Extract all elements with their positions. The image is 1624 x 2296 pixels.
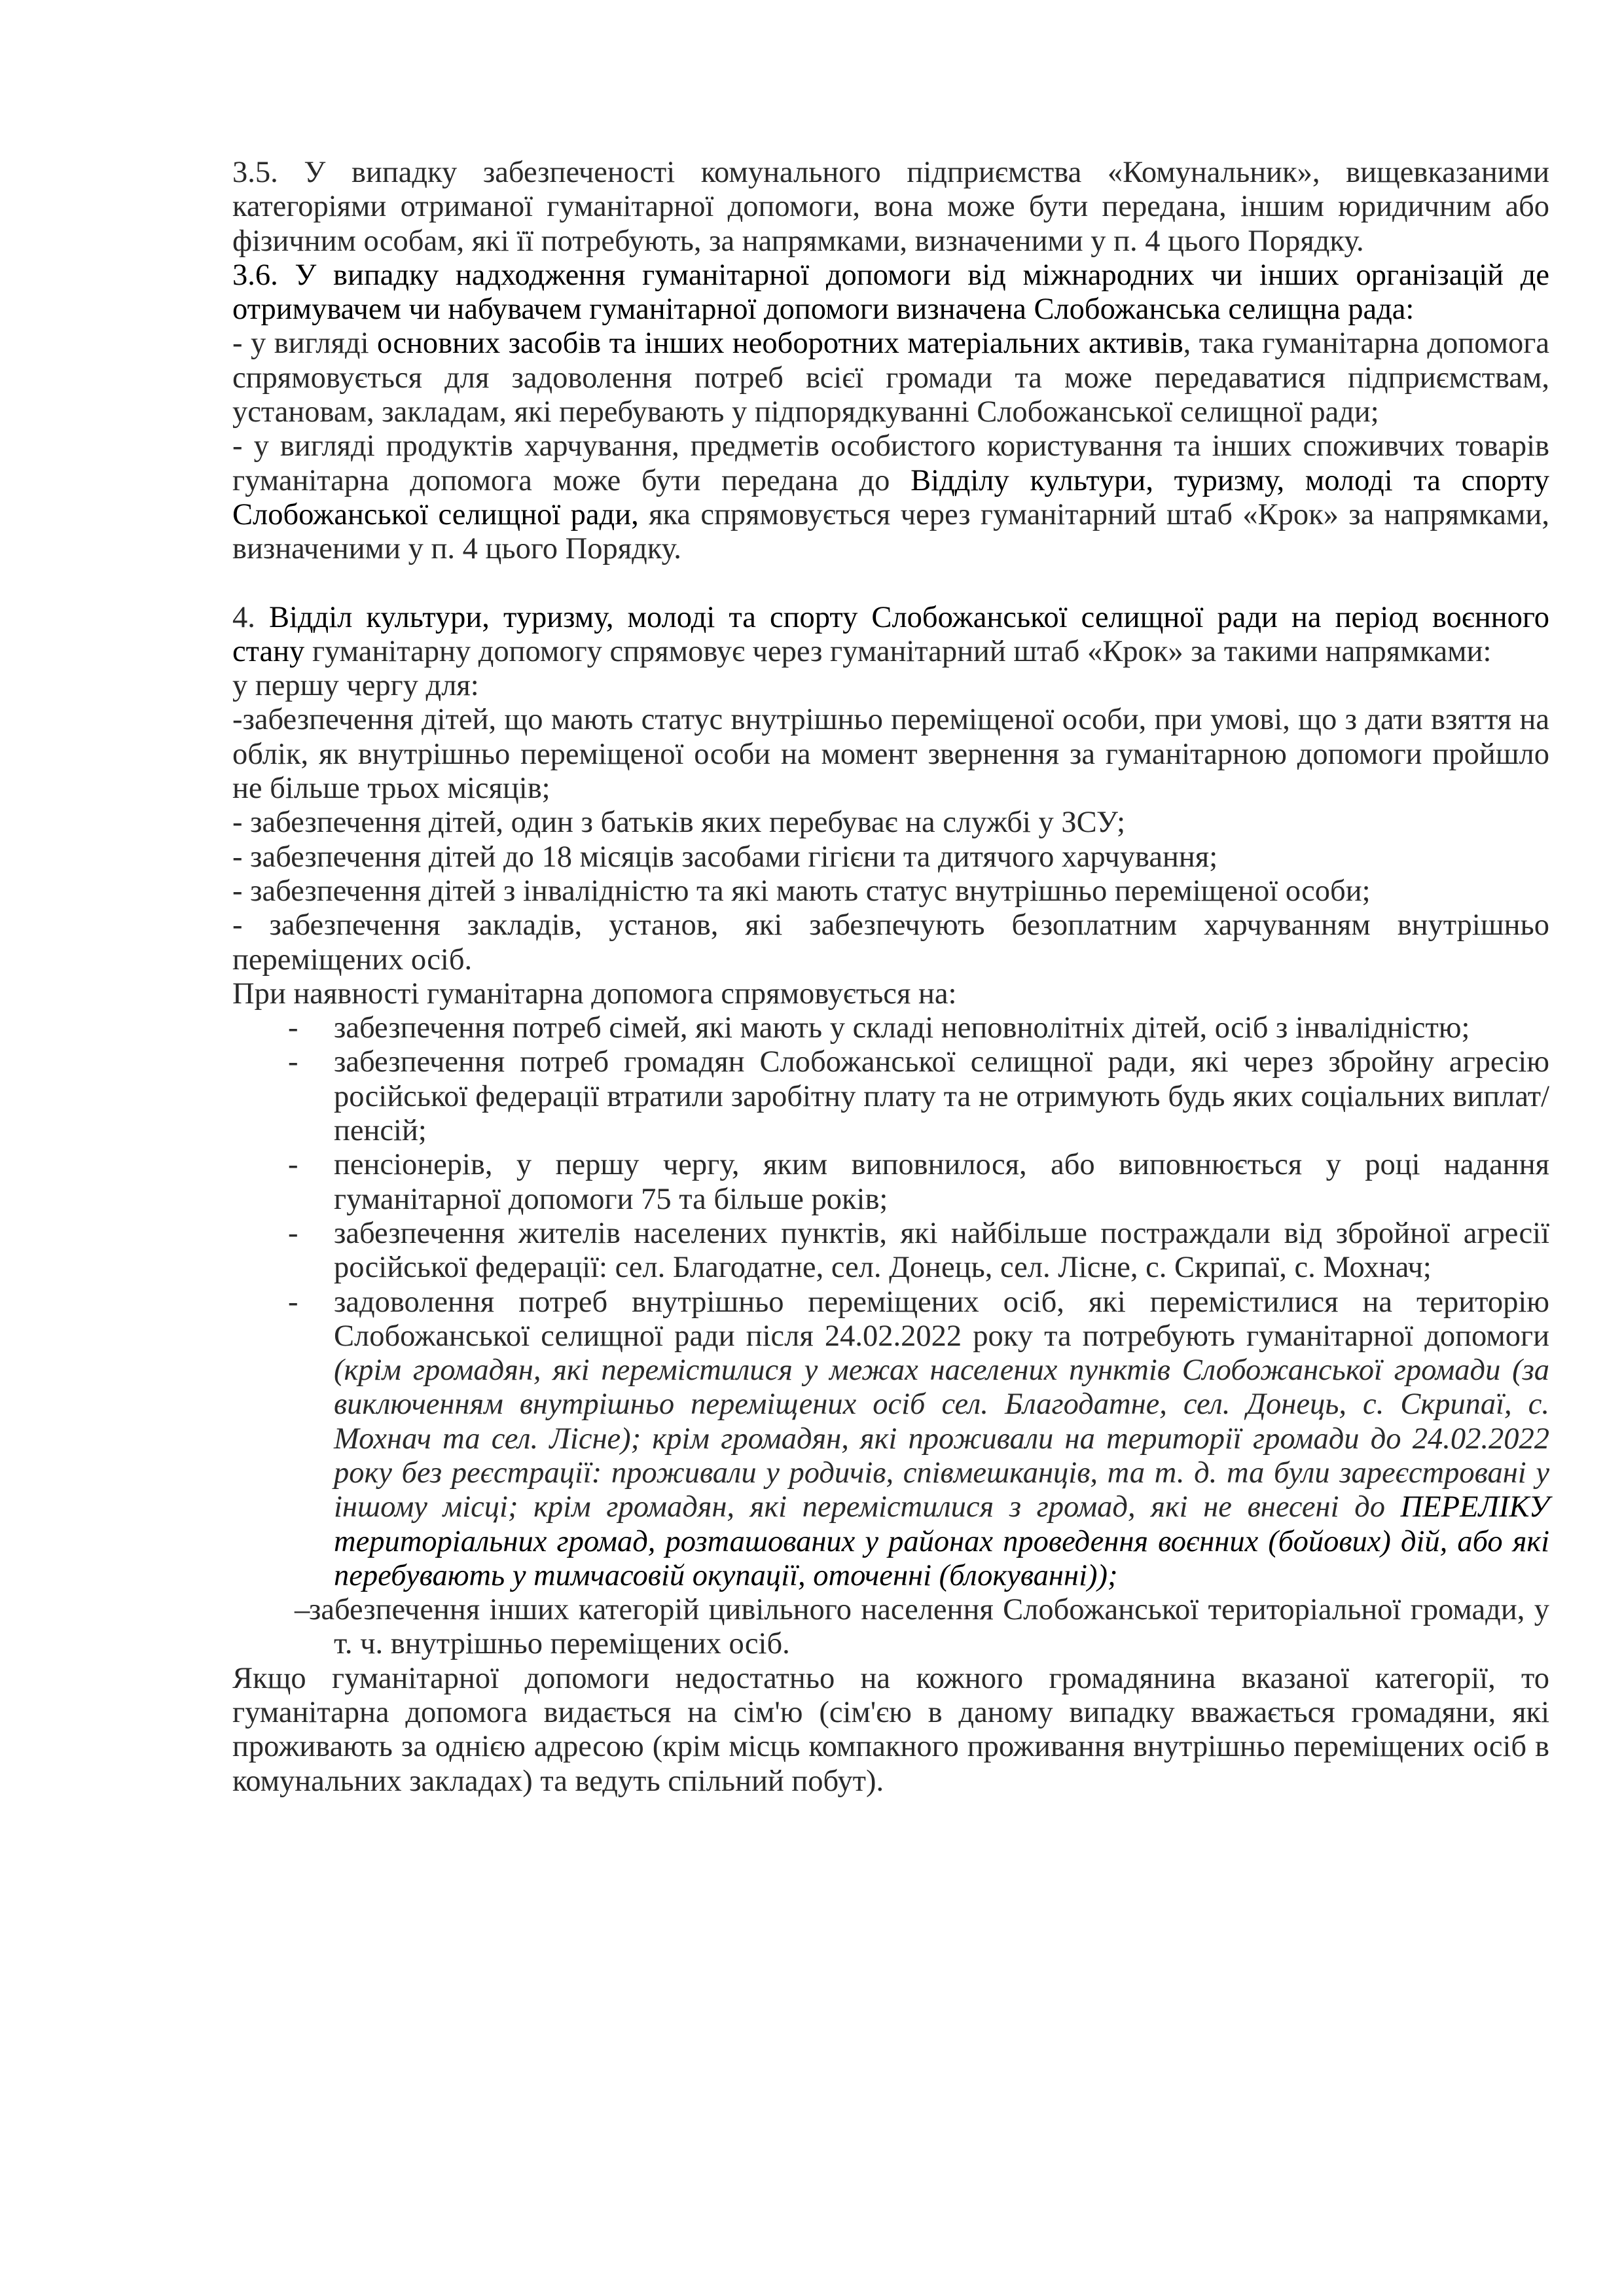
- list-item: [232, 1593, 1549, 1662]
- paragraph-3-6-consumer-goods: [232, 429, 1549, 566]
- endash-bullet: –: [295, 1593, 310, 1627]
- first-turn-item: -забезпечення дітей, що мають статус внутрішньо переміщеної особи, при умові, що з дати взяття на облік, як внутрішньо переміщеної особи на момент звернення за гуманітарною допомоги пройшло не більше трьох місяців;: [232, 703, 1549, 806]
- paragraph-3-6: 3.6. У випадку надходження гуманітарної допомоги від міжнародних чи інших організацій де отримувачем чи набувачем гуманітарної допомоги визначена Слобожанська селищна рада:: [232, 258, 1549, 327]
- first-turn-item: - забезпечення дітей, один з батьків яких перебуває на службі у ЗСУ;: [232, 806, 1126, 840]
- text-emphasis: основних засобів та інших необоротних матеріальних активів: [377, 327, 1183, 361]
- first-turn-item: - забезпечення закладів, установ, які забезпечують безоплатним харчуванням внутрішньо переміщених осіб.: [232, 908, 1549, 977]
- paragraph-3-5: 3.5. У випадку забезпеченості комунального підприємства «Комунальник», вищевказаними категоріями отриманої гуманітарної допомоги, вона може бути передана, іншим юридичним або фізичним особам, які її потребують, за напрямками, визначеними у п. 4 цього Порядку.: [232, 156, 1549, 258]
- text: яка спрямовується через гуманітарний штаб «Крок» за напрямками, визначеними у п. 4 цього Порядку.: [232, 497, 1549, 566]
- list-item: [232, 1148, 1549, 1217]
- available-label: При наявності гуманітарна допомога спрямовується на:: [232, 977, 957, 1011]
- first-turn-item: - забезпечення дітей з інвалідністю та які мають статус внутрішньо переміщеної особи;: [232, 874, 1371, 908]
- text: - у вигляді продуктів харчування, предметів особистого користування та інших споживчих товарів гуманітарна допомога може бути передана до: [232, 429, 1549, 497]
- dash-bullet: -: [288, 1285, 298, 1319]
- text-emphasis: Відділу культури, туризму, молоді та спорту Слобожанської селищної ради,: [232, 463, 1549, 531]
- dash-bullet: -: [288, 1148, 298, 1182]
- spacer: [232, 567, 1549, 601]
- text: пенсіонерів, у першу чергу, яким виповнилося, або виповнюється у році надання гуманітарної допомоги 75 та більше років;: [334, 1148, 1549, 1216]
- paragraph-4: [232, 601, 1549, 670]
- first-turn-label: у першу чергу для:: [232, 669, 479, 703]
- text: забезпечення інших категорій цивільного населення Слобожанської територіальної громади, у т. ч. внутрішньо переміщених осіб.: [309, 1593, 1549, 1661]
- first-turn-item: - забезпечення дітей до 18 місяців засобами гігієни та дитячого харчування;: [232, 840, 1218, 874]
- text: забезпечення потреб громадян Слобожанської селищної ради, які через збройну агресію російської федерації втратили заробітну плату та не отримують будь яких соціальних виплат/пенсій;: [334, 1045, 1549, 1148]
- text-italic: (крім громадян, які перемістилися у межах населених пунктів Слобожанської громади (за виключенням внутрішньо переміщених осіб сел. Благодатне, сел. Донець, с. Скрипаї, с. Мохнач та сел. Лісне); крім громадян, які проживали на території громади до 24.02.2022 року без реєстрації: проживали у родичів, співмешканців, та т. д. та були зареєстровані у іншому місці; крім громадян, які перемістилися з громад, які не внесені до: [334, 1354, 1549, 1524]
- dash-bullet: -: [288, 1045, 298, 1079]
- list-item: [232, 1011, 1549, 1045]
- dash-bullet: -: [288, 1011, 298, 1045]
- available-list: [232, 1011, 1549, 1662]
- text: - у вигляді: [232, 327, 377, 361]
- text: забезпечення потреб сімей, які мають у складі неповнолітніх дітей, осіб з інвалідністю;: [334, 1011, 1470, 1045]
- paragraph-3-6-fixed-assets: [232, 327, 1549, 429]
- document-body: [232, 156, 1549, 1799]
- dash-bullet: -: [288, 1216, 298, 1250]
- text: забезпечення жителів населених пунктів, які найбільше постраждали від збройної агресії російської федерації: сел. Благодатне, сел. Донець, сел. Лісне, с. Скрипаї, с. Мохнач;: [334, 1216, 1549, 1285]
- text-emphasis: Відділ культури, туризму, молоді та спорту Слобожанської селищної ради на період воєнного стану: [232, 600, 1550, 668]
- list-item-idp: [232, 1285, 1549, 1594]
- text: задоволення потреб внутрішньо переміщених осіб, які перемістилися на територію Слобожанської селищної ради після 24.02.2022 року та потребують гуманітарної допомоги: [334, 1285, 1549, 1353]
- closing-paragraph: Якщо гуманітарної допомоги недостатньо на кожного громадянина вказаної категорії, то гуманітарна допомога видається на сім'ю (сім'єю в даному випадку вважається громадяни, які проживають за однією адресою (крім місць компакного проживання внутрішньо переміщених осіб в комунальних закладах) та ведуть спільний побут).: [232, 1661, 1549, 1798]
- text-italic-emphasis: ПЕРЕЛІКУ територіальних громад, розташованих у районах проведення воєнних (бойових) дій, або які перебувають у тимчасовій окупації, оточенні (блокуванні));: [334, 1490, 1549, 1592]
- list-item: [232, 1045, 1549, 1148]
- text: , така гуманітарна допомога спрямовується для задоволення потреб всієї громади та може передаватися підприємствам, установам, закладам, які перебувають у підпорядкуванні Слобожанської селищної ради;: [232, 327, 1549, 429]
- text: 4.: [232, 600, 269, 634]
- list-item: [232, 1217, 1549, 1285]
- text: гуманітарну допомогу спрямовує через гуманітарний штаб «Крок» за такими напрямками:: [304, 634, 1492, 668]
